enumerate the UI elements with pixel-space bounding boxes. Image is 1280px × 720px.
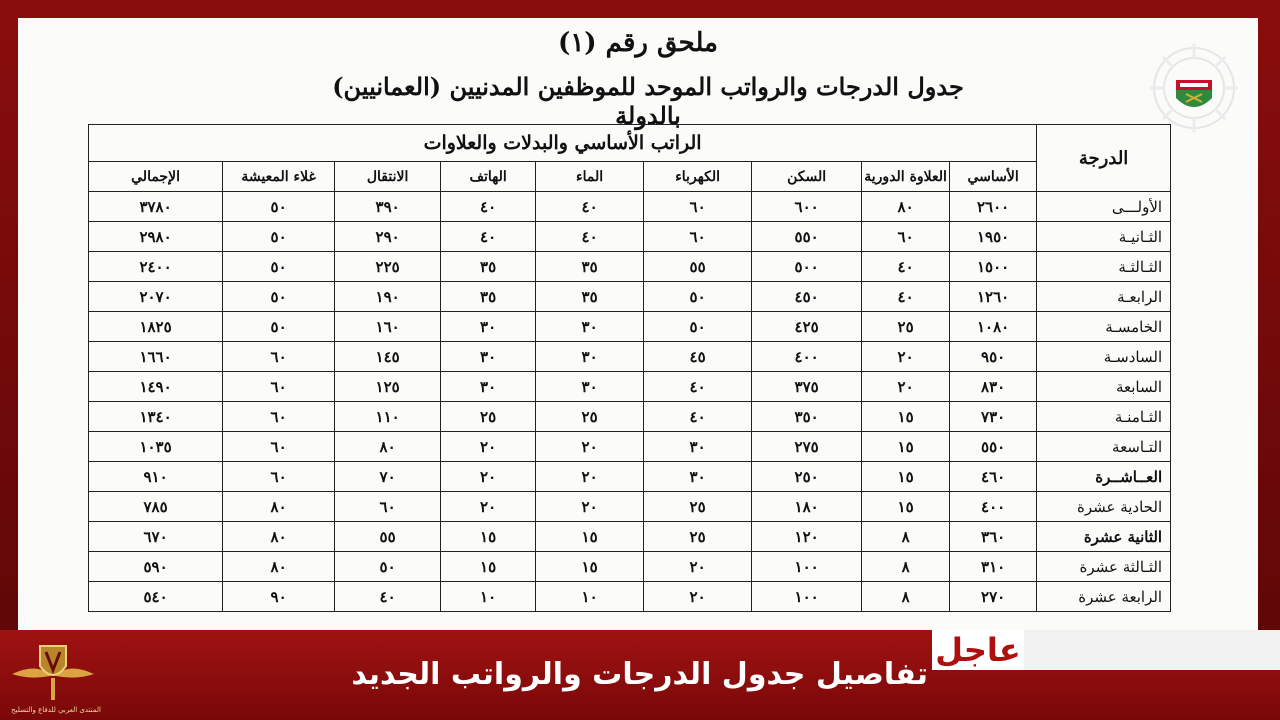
value-cell: ٨ [862, 582, 950, 612]
table-row [89, 282, 1171, 312]
value-cell: ٣٦٠ [950, 522, 1037, 552]
value-cell: ٩١٠ [89, 462, 223, 492]
value-cell: ٥٠ [223, 222, 335, 252]
value-cell: ٢٥ [644, 492, 752, 522]
column-header: غلاء المعيشة [223, 162, 335, 192]
value-cell: ٥٠ [335, 552, 441, 582]
value-cell: ٤٠ [441, 222, 536, 252]
value-cell: ٤٠ [644, 372, 752, 402]
column-header: الكهرباء [644, 162, 752, 192]
value-cell: ٥٤٠ [89, 582, 223, 612]
value-cell: ٤٠ [862, 252, 950, 282]
table-row [89, 222, 1171, 252]
value-cell: ٨٠ [223, 522, 335, 552]
ticker-headline: تفاصيل جدول الدرجات والرواتب الجديد [351, 657, 928, 692]
grade-cell: الثـانيـة [1037, 222, 1171, 252]
value-cell: ٤٠ [335, 582, 441, 612]
value-cell: ٢٠ [536, 432, 644, 462]
document-title: جدول الدرجات والرواتب الموحد للموظفين المدنيين (العمانيين) بالدولة [332, 72, 964, 130]
grade-cell: الثانية عشرة [1037, 522, 1171, 552]
value-cell: ٢٠ [862, 342, 950, 372]
value-cell: ١٥ [536, 522, 644, 552]
grade-cell: الرابعة عشرة [1037, 582, 1171, 612]
column-header-row [89, 162, 1171, 192]
value-cell: ٦٠ [644, 222, 752, 252]
value-cell: ٥٠ [644, 282, 752, 312]
column-header: الإجمالي [89, 162, 223, 192]
document-page [18, 18, 1258, 630]
value-cell: ١١٠ [335, 402, 441, 432]
value-cell: ١٠ [441, 582, 536, 612]
value-cell: ٣٠ [644, 462, 752, 492]
value-cell: ٥٠ [223, 252, 335, 282]
value-cell: ٢٠ [644, 552, 752, 582]
value-cell: ٢٠ [441, 432, 536, 462]
value-cell: ٣٠ [536, 312, 644, 342]
table-row [89, 492, 1171, 522]
table-row [89, 252, 1171, 282]
value-cell: ٧٣٠ [950, 402, 1037, 432]
table-row [89, 342, 1171, 372]
grade-cell: الرابعـة [1037, 282, 1171, 312]
value-cell: ٨٠ [862, 192, 950, 222]
value-cell: ٤٠ [536, 192, 644, 222]
value-cell: ٣٠ [536, 342, 644, 372]
value-cell: ٣٠ [441, 312, 536, 342]
value-cell: ٤٠ [862, 282, 950, 312]
breaking-news-label: عاجل [932, 630, 1024, 670]
value-cell: ٧٠ [335, 462, 441, 492]
value-cell: ٩٥٠ [950, 342, 1037, 372]
value-cell: ٥٥٠ [752, 222, 862, 252]
value-cell: ٨٠ [223, 492, 335, 522]
table-body [89, 192, 1171, 612]
value-cell: ١٢٦٠ [950, 282, 1037, 312]
value-cell: ٥٠ [223, 282, 335, 312]
value-cell: ٤٠٠ [950, 492, 1037, 522]
column-header: العلاوة الدورية [862, 162, 950, 192]
column-header: الهاتف [441, 162, 536, 192]
value-cell: ١٥ [441, 552, 536, 582]
grade-cell: السابعة [1037, 372, 1171, 402]
value-cell: ٥٠ [223, 312, 335, 342]
grade-cell: الخامسـة [1037, 312, 1171, 342]
value-cell: ١٥ [862, 462, 950, 492]
column-header: السكن [752, 162, 862, 192]
value-cell: ٦٠ [223, 432, 335, 462]
value-cell: ٨٠ [335, 432, 441, 462]
value-cell: ٦٠٠ [752, 192, 862, 222]
value-cell: ٢٢٥ [335, 252, 441, 282]
table-row [89, 192, 1171, 222]
channel-logo [8, 640, 101, 718]
value-cell: ١٠٠ [752, 582, 862, 612]
value-cell: ٥٠ [644, 312, 752, 342]
value-cell: ٣٠ [441, 372, 536, 402]
value-cell: ٣٥ [441, 282, 536, 312]
value-cell: ٦٠ [335, 492, 441, 522]
value-cell: ٢٤٠٠ [89, 252, 223, 282]
value-cell: ١٠ [536, 582, 644, 612]
value-cell: ١٠٣٥ [89, 432, 223, 462]
value-cell: ٢٩٠ [335, 222, 441, 252]
value-cell: ١٥ [536, 552, 644, 582]
value-cell: ١٢٥ [335, 372, 441, 402]
grade-cell: العــاشــرة [1037, 462, 1171, 492]
value-cell: ٢٠٧٠ [89, 282, 223, 312]
value-cell: ٣٥٠ [752, 402, 862, 432]
value-cell: ٣٥ [536, 282, 644, 312]
value-cell: ٢٠ [536, 492, 644, 522]
value-cell: ٥٥٠ [950, 432, 1037, 462]
value-cell: ١٦٦٠ [89, 342, 223, 372]
value-cell: ٢٥ [644, 522, 752, 552]
grade-column-header: الدرجة [1037, 125, 1171, 192]
value-cell: ٤٠٠ [752, 342, 862, 372]
value-cell: ٤٥٠ [752, 282, 862, 312]
value-cell: ٧٨٥ [89, 492, 223, 522]
value-cell: ١٥ [441, 522, 536, 552]
value-cell: ٥٠٠ [752, 252, 862, 282]
value-cell: ١٤٥ [335, 342, 441, 372]
value-cell: ٣٧٨٠ [89, 192, 223, 222]
table-row [89, 522, 1171, 552]
column-header: الانتقال [335, 162, 441, 192]
value-cell: ٤٠ [441, 192, 536, 222]
value-cell: ٥٩٠ [89, 552, 223, 582]
value-cell: ٨ [862, 552, 950, 582]
value-cell: ٣٠ [536, 372, 644, 402]
table-row [89, 462, 1171, 492]
value-cell: ٦٠ [644, 192, 752, 222]
value-cell: ١٥ [862, 402, 950, 432]
value-cell: ٨ [862, 522, 950, 552]
value-cell: ٦٠ [223, 372, 335, 402]
value-cell: ٢٠ [862, 372, 950, 402]
value-cell: ٨٣٠ [950, 372, 1037, 402]
table-row [89, 552, 1171, 582]
value-cell: ١٩٠ [335, 282, 441, 312]
value-cell: ٥٠ [223, 192, 335, 222]
value-cell: ٦٠ [223, 462, 335, 492]
value-cell: ١٠٨٠ [950, 312, 1037, 342]
value-cell: ١٢٠ [752, 522, 862, 552]
value-cell: ٢٥ [862, 312, 950, 342]
value-cell: ١٥٠٠ [950, 252, 1037, 282]
value-cell: ٨٠ [223, 552, 335, 582]
value-cell: ٤٢٥ [752, 312, 862, 342]
value-cell: ٢٧٠ [950, 582, 1037, 612]
table-row [89, 402, 1171, 432]
value-cell: ٤٦٠ [950, 462, 1037, 492]
value-cell: ٣٠ [441, 342, 536, 372]
value-cell: ١٨٢٥ [89, 312, 223, 342]
value-cell: ١٨٠ [752, 492, 862, 522]
value-cell: ٢٠ [536, 462, 644, 492]
table-row [89, 372, 1171, 402]
value-cell: ١٥ [862, 492, 950, 522]
grade-cell: الأولـــى [1037, 192, 1171, 222]
channel-caption: المنتدى العربي للدفاع والتسليح [11, 706, 101, 714]
salary-grades-table [88, 124, 1171, 612]
value-cell: ١٥ [862, 432, 950, 462]
column-header: الأساسي [950, 162, 1037, 192]
value-cell: ٢٠ [441, 492, 536, 522]
grade-cell: الحادية عشرة [1037, 492, 1171, 522]
value-cell: ٢٦٠٠ [950, 192, 1037, 222]
value-cell: ٦٧٠ [89, 522, 223, 552]
value-cell: ٣٥ [536, 252, 644, 282]
salary-group-header: الراتب الأساسي والبدلات والعلاوات [89, 125, 1037, 162]
grade-cell: الثـالثة عشرة [1037, 552, 1171, 582]
table-row [89, 432, 1171, 462]
value-cell: ٣٧٥ [752, 372, 862, 402]
grade-cell: التـاسعة [1037, 432, 1171, 462]
value-cell: ١٠٠ [752, 552, 862, 582]
value-cell: ٢٧٥ [752, 432, 862, 462]
value-cell: ٣٥ [441, 252, 536, 282]
value-cell: ٣٩٠ [335, 192, 441, 222]
grade-cell: الثـالثـة [1037, 252, 1171, 282]
value-cell: ٥٥ [644, 252, 752, 282]
value-cell: ٢٠ [644, 582, 752, 612]
value-cell: ٥٥ [335, 522, 441, 552]
value-cell: ٦٠ [223, 342, 335, 372]
value-cell: ٢٥٠ [752, 462, 862, 492]
value-cell: ٦٠ [862, 222, 950, 252]
grade-cell: السادسـة [1037, 342, 1171, 372]
value-cell: ٢٥ [441, 402, 536, 432]
value-cell: ٣٠ [644, 432, 752, 462]
grade-cell: الثـامنـة [1037, 402, 1171, 432]
appendix-label: ملحق رقم (١) [558, 28, 718, 58]
value-cell: ١٣٤٠ [89, 402, 223, 432]
value-cell: ٤٠ [536, 222, 644, 252]
value-cell: ٢٠ [441, 462, 536, 492]
value-cell: ١٦٠ [335, 312, 441, 342]
table-row [89, 582, 1171, 612]
value-cell: ٣١٠ [950, 552, 1037, 582]
value-cell: ١٤٩٠ [89, 372, 223, 402]
value-cell: ٢٩٨٠ [89, 222, 223, 252]
value-cell: ٢٥ [536, 402, 644, 432]
breaking-strip [1024, 630, 1280, 670]
value-cell: ١٩٥٠ [950, 222, 1037, 252]
value-cell: ٩٠ [223, 582, 335, 612]
column-header: الماء [536, 162, 644, 192]
table-row [89, 312, 1171, 342]
value-cell: ٦٠ [223, 402, 335, 432]
value-cell: ٤٥ [644, 342, 752, 372]
value-cell: ٤٠ [644, 402, 752, 432]
